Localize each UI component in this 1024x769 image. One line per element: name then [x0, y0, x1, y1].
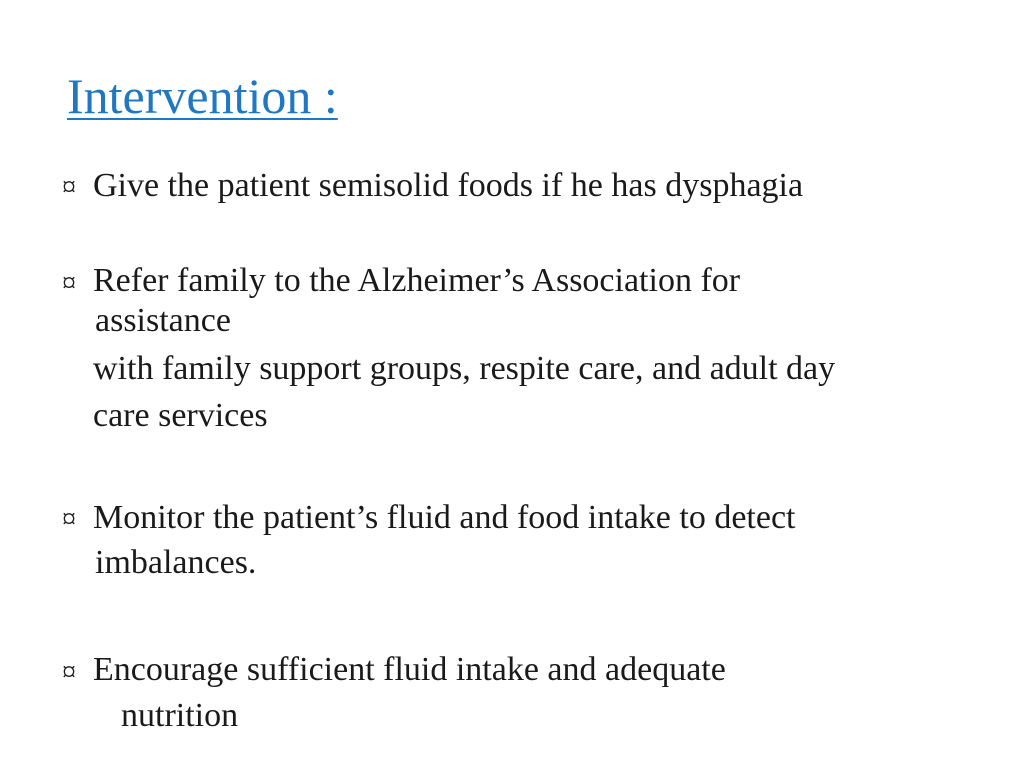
bullet-icon: ¤: [62, 268, 76, 299]
item-4-line-1: Encourage sufficient fluid intake and adequate: [93, 651, 726, 688]
item-1-line-1: Give the patient semisolid foods if he has dysphagia: [93, 167, 804, 204]
item-3-line-1: Monitor the patient’s fluid and food intake to detect: [93, 499, 796, 536]
item-2-line-1: Refer family to the Alzheimer’s Association for: [93, 262, 741, 299]
item-2-line-4: care services: [93, 397, 268, 434]
item-2-line-2: assistance: [95, 302, 231, 339]
item-4-line-2: nutrition: [121, 697, 239, 734]
item-2-line-3: with family support groups, respite care, and adult day: [93, 350, 836, 387]
slide-title: Intervention :: [67, 68, 338, 124]
bullet-icon: ¤: [62, 172, 76, 203]
bullet-icon: ¤: [62, 657, 76, 688]
item-3-line-2: imbalances.: [95, 544, 257, 581]
bullet-icon: ¤: [62, 504, 76, 535]
